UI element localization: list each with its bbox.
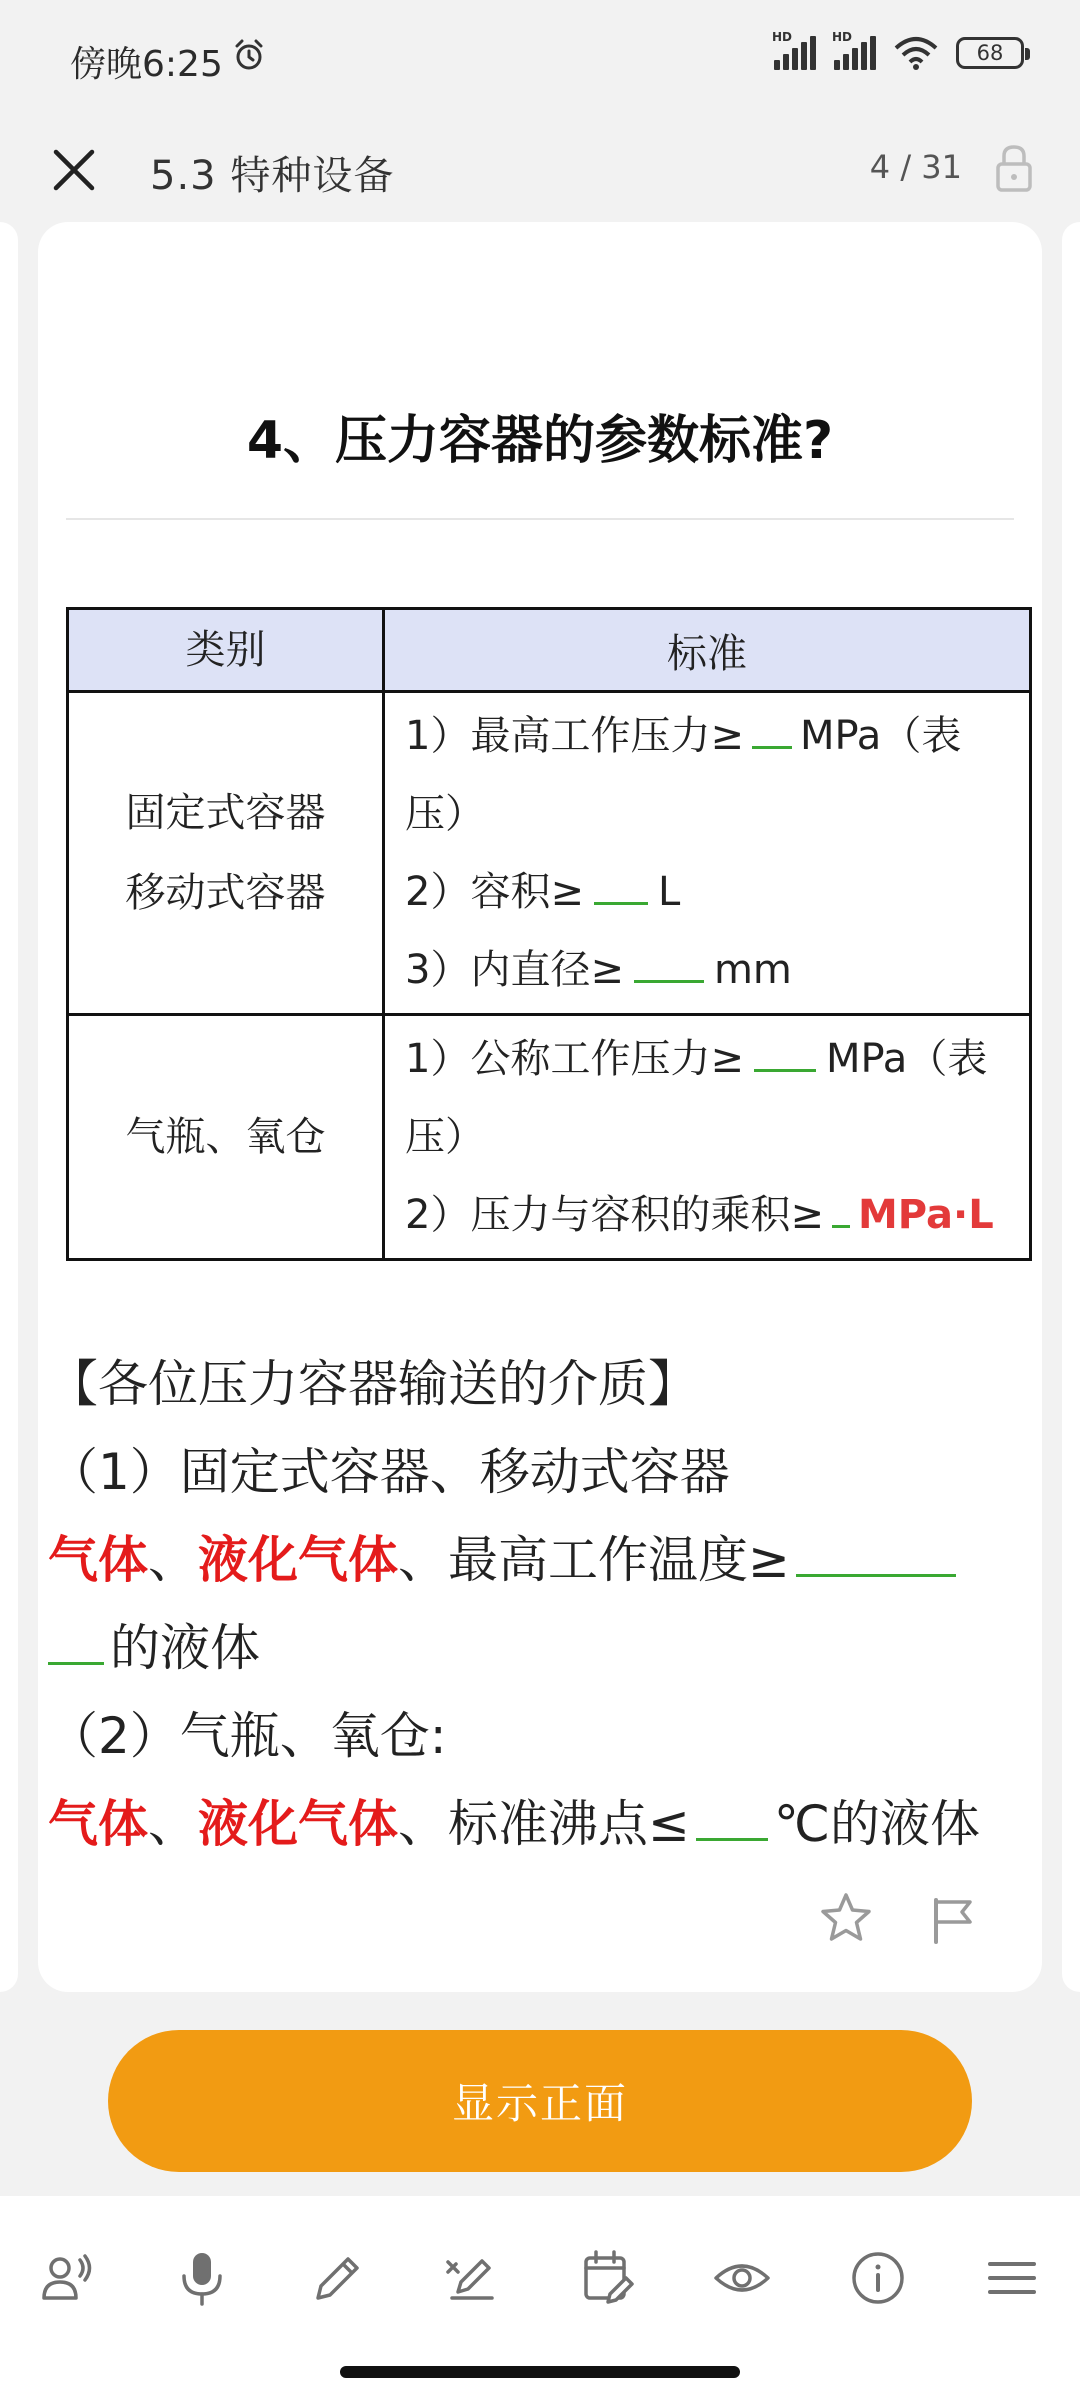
- standard-line: [405, 1020, 1015, 1176]
- answer-blank: [832, 1186, 850, 1228]
- signal-icon-2: HD: [834, 36, 876, 70]
- answer-blank: [48, 1613, 104, 1666]
- top-nav: [0, 118, 1080, 238]
- category-line: 移动式容器: [125, 870, 326, 916]
- category-line: 固定式容器: [125, 790, 326, 836]
- answer-blank: [594, 863, 648, 905]
- flashcard[interactable]: [38, 222, 1042, 1992]
- highlight-text: 液化气体: [198, 1531, 398, 1589]
- divider: [66, 518, 1014, 520]
- highlight-text: 气体: [48, 1795, 148, 1853]
- table-header-row: [68, 609, 1031, 692]
- notes-section: [48, 1340, 1042, 1868]
- page-counter: 4 / 31: [869, 148, 962, 186]
- standard-text: 1）最高工作压力≥: [405, 713, 744, 759]
- edit-note-icon[interactable]: [442, 2248, 502, 2308]
- standard-cell: [384, 1015, 1031, 1260]
- eye-icon[interactable]: [712, 2248, 772, 2308]
- previous-card-peek[interactable]: [0, 222, 18, 1992]
- pencil-icon[interactable]: [308, 2248, 368, 2308]
- standard-unit: MPa·L: [857, 1192, 994, 1238]
- notes-text: 、标准沸点≤: [398, 1795, 690, 1853]
- lock-icon[interactable]: [986, 140, 1042, 196]
- close-icon[interactable]: [46, 142, 102, 198]
- next-card-peek[interactable]: [1062, 222, 1080, 1992]
- highlight-text: 液化气体: [198, 1795, 398, 1853]
- star-icon[interactable]: [818, 1890, 874, 1946]
- calendar-edit-icon[interactable]: [578, 2248, 638, 2308]
- status-bar: [0, 0, 1080, 118]
- notes-item-title: （1）固定式容器、移动式容器: [48, 1443, 730, 1501]
- answer-blank: [752, 707, 792, 749]
- alarm-icon: [232, 38, 266, 72]
- show-front-button[interactable]: 显示正面: [108, 2030, 972, 2172]
- standard-unit: MPa（表压）: [405, 713, 962, 837]
- answer-blank: [796, 1525, 956, 1578]
- notes-heading: 【各位压力容器输送的介质】: [48, 1355, 698, 1413]
- separator: 、: [148, 1795, 198, 1853]
- table-row: [68, 692, 1031, 1015]
- standard-line: [405, 853, 1015, 931]
- info-icon[interactable]: [848, 2248, 908, 2308]
- standard-text: 3）内直径≥: [405, 947, 624, 993]
- highlight-text: 气体: [48, 1531, 148, 1589]
- separator: 、: [148, 1531, 198, 1589]
- standard-line: [405, 1176, 1015, 1254]
- notes-text: 、最高工作温度≥: [398, 1531, 790, 1589]
- notes-text: ℃的液体: [773, 1795, 981, 1853]
- category-line: 气瓶、氧仓: [125, 1114, 326, 1160]
- battery-indicator: 68: [956, 37, 1024, 69]
- flag-icon[interactable]: [928, 1894, 980, 1946]
- notes-item-body: [48, 1780, 1042, 1868]
- standard-line: [405, 931, 1015, 1009]
- menu-icon[interactable]: [982, 2248, 1042, 2308]
- header-category: 类别: [68, 609, 384, 692]
- standard-text: 1）公称工作压力≥: [405, 1036, 744, 1082]
- notes-item-title: （2）气瓶、氧仓:: [48, 1707, 447, 1765]
- home-indicator[interactable]: [340, 2366, 740, 2378]
- standard-text: 2）压力与容积的乘积≥: [405, 1192, 824, 1238]
- question-title: 4、压力容器的参数标准?: [246, 411, 834, 471]
- header-standard: 标准: [384, 609, 1031, 692]
- standard-cell: [384, 692, 1031, 1015]
- table-row: [68, 1015, 1031, 1260]
- voice-icon[interactable]: [38, 2248, 98, 2308]
- status-time: 傍晚6:25: [70, 44, 223, 85]
- category-cell: [68, 692, 384, 1015]
- standard-text: 2）容积≥: [405, 869, 584, 915]
- standard-unit: mm: [713, 947, 792, 993]
- answer-blank: [696, 1789, 768, 1842]
- standard-unit: MPa（表压）: [405, 1036, 988, 1160]
- deck-title: 5.3 特种设备: [150, 153, 395, 199]
- answer-blank: [634, 941, 704, 983]
- notes-text: 的液体: [110, 1619, 260, 1677]
- notes-item-body: [48, 1516, 1042, 1692]
- standards-table: [66, 607, 1032, 1261]
- category-cell: [68, 1015, 384, 1260]
- microphone-icon[interactable]: [172, 2248, 232, 2308]
- standard-unit: L: [657, 869, 681, 915]
- standard-line: [405, 697, 1015, 853]
- wifi-icon: [894, 36, 938, 70]
- signal-icon: HD: [774, 36, 816, 70]
- answer-blank: [754, 1030, 816, 1072]
